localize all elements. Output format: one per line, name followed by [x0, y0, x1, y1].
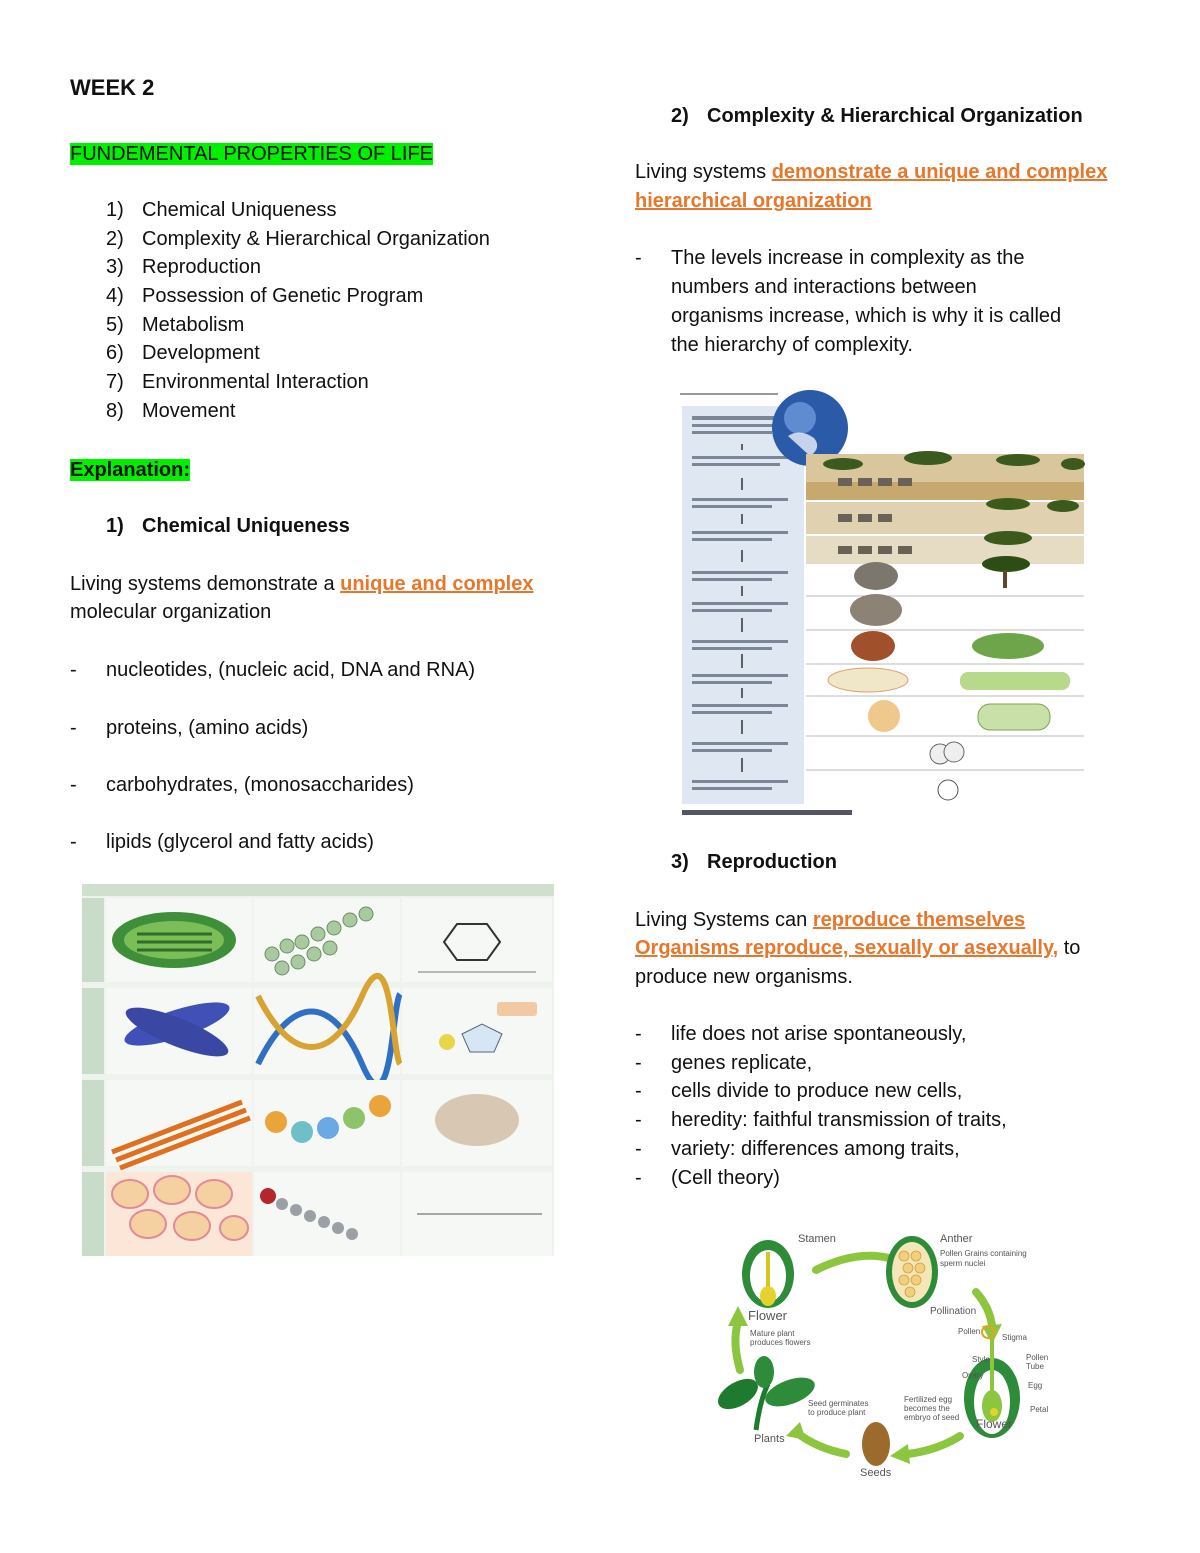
section-1-title: 1) Chemical Uniqueness [106, 515, 350, 537]
label-mature-1: Mature plant [750, 1329, 795, 1338]
seed-drawing [862, 1422, 890, 1466]
list-item: 5) Metabolism [106, 314, 245, 336]
label-pollen-tube-2: Tube [1026, 1362, 1044, 1371]
section-3-text: Living Systems can reproduce themselves [635, 909, 1026, 931]
label-sperm-nuclei: sperm nuclei [940, 1259, 986, 1268]
label-anther: Anther [940, 1233, 973, 1245]
label-stamen: Stamen [798, 1233, 836, 1245]
section-3-text-cont2: produce new organisms. [635, 966, 853, 988]
flower-stamen-drawing [742, 1240, 794, 1308]
bullet-item: - heredity: faithful transmission of traits, [635, 1109, 1007, 1131]
carbohydrate-row [82, 898, 552, 982]
label-fert-1: Fertilized egg [904, 1395, 953, 1404]
bullet-item: - The levels increase in complexity as the [635, 247, 1025, 269]
bullet-item: - (Cell theory) [635, 1167, 780, 1189]
bullet-item: - lipids (glycerol and fatty acids) [70, 831, 374, 853]
list-item: 7) Environmental Interaction [106, 371, 369, 393]
label-seed-germ-1: Seed germinates [808, 1399, 869, 1408]
protein-row [82, 1080, 552, 1168]
bullet-item: - proteins, (amino acids) [70, 717, 309, 739]
section-2-title: 2) Complexity & Hierarchical Organization [671, 105, 1083, 127]
hierarchy-figure [678, 386, 1086, 818]
properties-heading: FUNDEMENTAL PROPERTIES OF LIFE [70, 143, 434, 165]
bullet-item-cont: numbers and interactions between [671, 276, 977, 298]
bullet-item: - genes replicate, [635, 1052, 813, 1074]
molecular-organization-figure [82, 884, 554, 1256]
label-pollen-grains: Pollen Grains containing [940, 1249, 1027, 1258]
label-ovary: Ovary [962, 1371, 984, 1380]
label-plants: Plants [754, 1433, 785, 1445]
label-petal: Petal [1030, 1405, 1049, 1414]
section-3-text-cont: Organisms reproduce, sexually or asexually, to [635, 937, 1081, 959]
week-title: WEEK 2 [70, 75, 155, 100]
plant-life-cycle-figure [690, 1222, 1062, 1480]
section-1-text: Living systems demonstrate a unique and complex [70, 573, 534, 595]
list-item: 4) Possession of Genetic Program [106, 285, 424, 307]
list-item: 2) Complexity & Hierarchical Organization [106, 228, 490, 250]
list-item: 3) Reproduction [106, 256, 261, 278]
label-stigma: Stigma [1002, 1333, 1027, 1342]
list-item: 6) Development [106, 342, 260, 364]
bullet-item-cont: the hierarchy of complexity. [671, 334, 913, 356]
label-flower-left: Flower [748, 1308, 788, 1323]
bullet-item: - cells divide to produce new cells, [635, 1080, 963, 1102]
label-pollen-tube-1: Pollen [1026, 1353, 1049, 1362]
label-flower-right: Flower [976, 1417, 1013, 1431]
bullet-item: - carbohydrates, (monosaccharides) [70, 774, 414, 796]
bullet-item: - nucleotides, (nucleic acid, DNA and RNA) [70, 659, 476, 681]
section-2-text: Living systems demonstrate a unique and complex [635, 161, 1108, 183]
label-egg: Egg [1028, 1381, 1043, 1390]
label-style: Style [972, 1355, 990, 1364]
bullet-item: - life does not arise spontaneously, [635, 1023, 967, 1045]
label-seed-germ-2: to produce plant [808, 1408, 866, 1417]
section-3-title: 3) Reproduction [671, 851, 837, 873]
cycle-arrow [735, 1322, 740, 1370]
label-pollen: Pollen [958, 1327, 981, 1336]
section-1-text-cont: molecular organization [70, 601, 272, 623]
explanation-heading: Explanation: [70, 459, 191, 481]
list-item: 8) Movement [106, 400, 236, 422]
section-2-text-cont: hierarchical organization [635, 190, 872, 212]
nucleic-acid-row [82, 976, 552, 1085]
bullet-item: - variety: differences among traits, [635, 1138, 960, 1160]
anther-drawing [886, 1236, 938, 1308]
label-pollination: Pollination [930, 1306, 977, 1317]
label-fert-2: becomes the [904, 1404, 950, 1413]
lipid-row [82, 1172, 552, 1256]
label-seeds: Seeds [860, 1467, 892, 1479]
list-item: 1) Chemical Uniqueness [106, 199, 337, 221]
bullet-item-cont: organisms increase, which is why it is called [671, 305, 1062, 327]
label-fert-3: embryo of seed [904, 1413, 960, 1422]
label-mature-2: produces flowers [750, 1338, 811, 1347]
